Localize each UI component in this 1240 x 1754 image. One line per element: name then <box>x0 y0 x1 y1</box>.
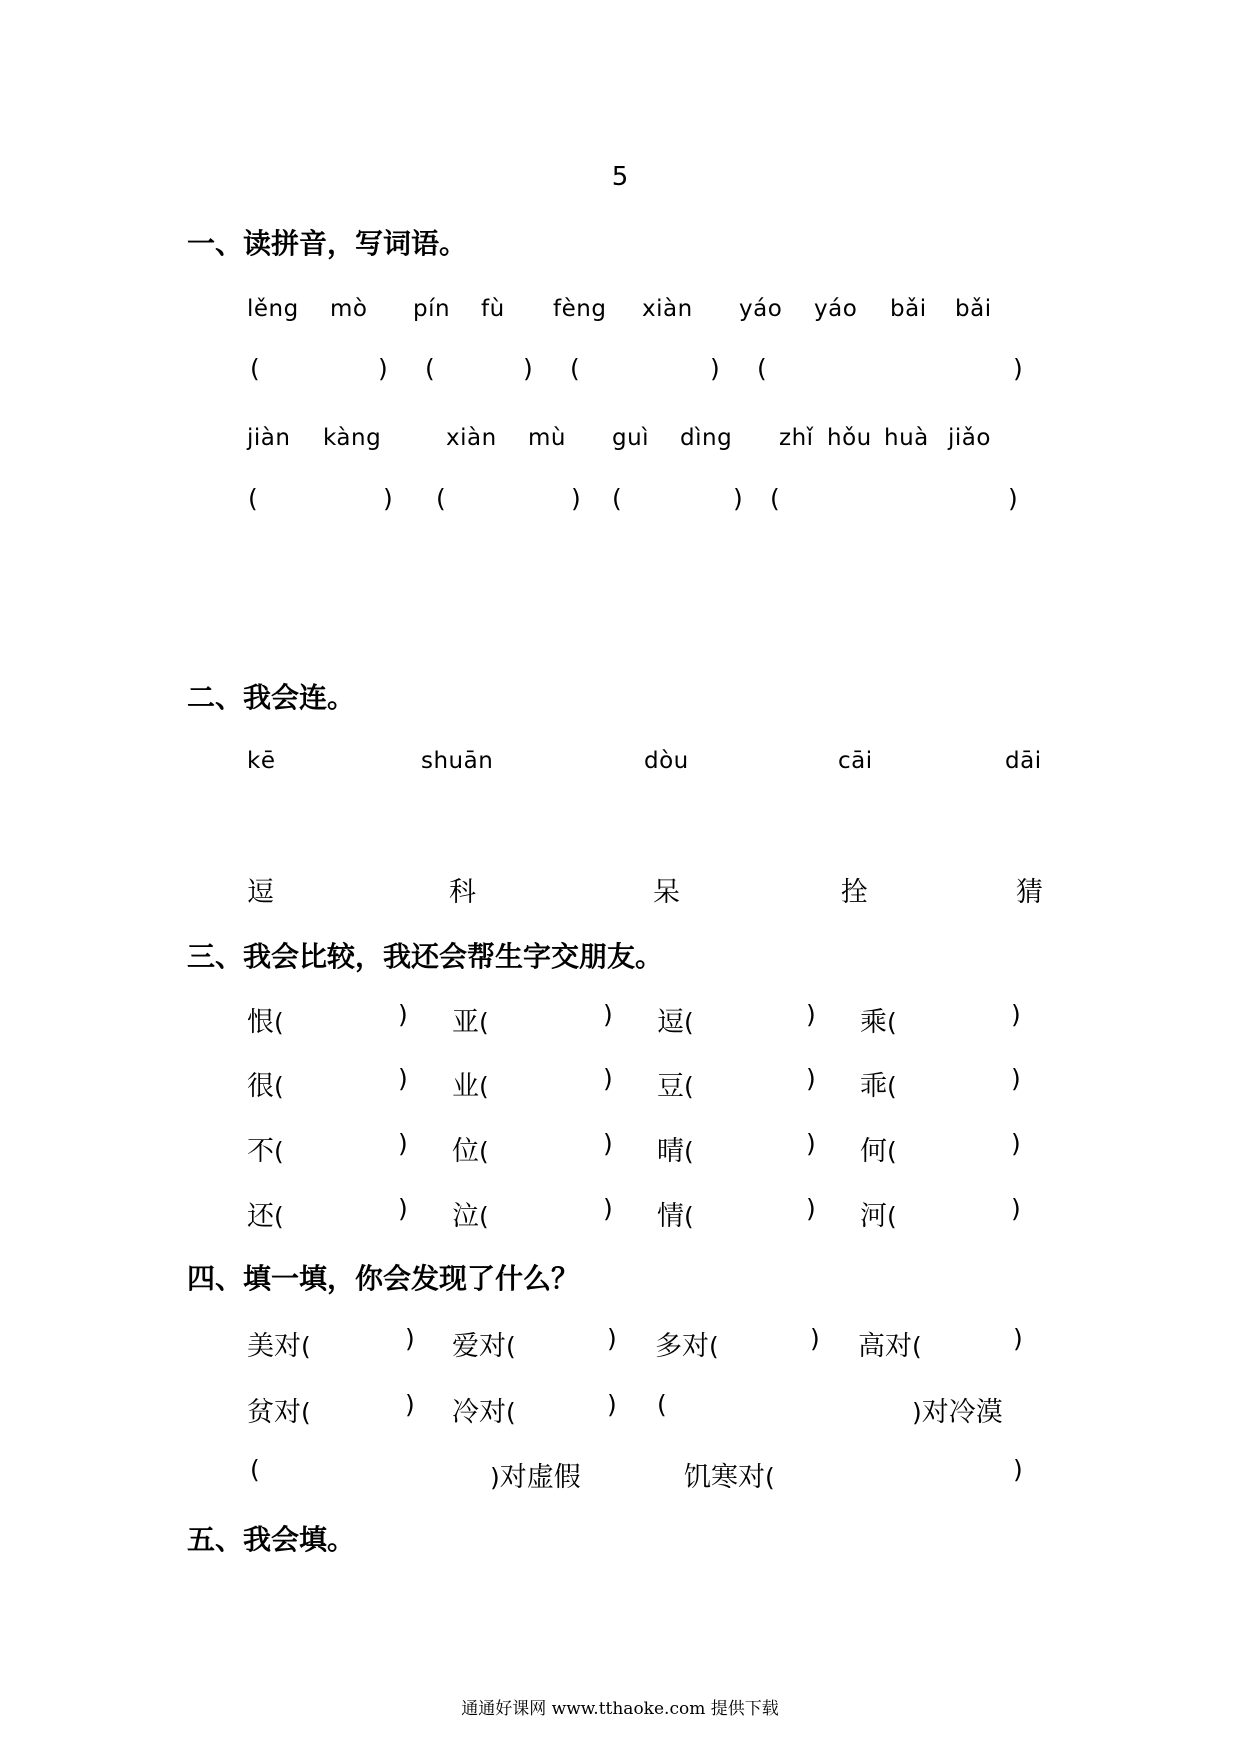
pinyin: dòu <box>644 748 689 774</box>
close-bracket: ) <box>1011 1129 1021 1158</box>
close-bracket: ) <box>607 1390 617 1419</box>
page-number: 5 <box>611 162 629 192</box>
open-bracket: ( <box>612 484 622 513</box>
pinyin: kē <box>247 748 276 774</box>
antonym-prompt: )对冷漠 <box>912 1397 1003 1428</box>
pinyin: kàng <box>323 425 382 451</box>
pinyin: shuān <box>421 748 494 774</box>
pinyin: mù <box>528 425 566 451</box>
antonym-prompt: 贫对( <box>247 1397 311 1428</box>
antonym-prompt: 爱对( <box>452 1331 516 1362</box>
close-bracket: ) <box>405 1324 415 1353</box>
hanzi: 何( <box>860 1136 897 1167</box>
close-bracket: ) <box>1011 1194 1021 1223</box>
pinyin: lěng <box>247 296 299 322</box>
close-bracket: ) <box>378 354 388 383</box>
close-bracket: ) <box>398 1194 408 1223</box>
close-bracket: ) <box>603 1064 613 1093</box>
pinyin: yáo <box>814 296 858 322</box>
close-bracket: ) <box>1013 1455 1023 1484</box>
close-bracket: ) <box>383 484 393 513</box>
open-bracket: ( <box>570 354 580 383</box>
pinyin: jiàn <box>247 425 291 451</box>
open-bracket: ( <box>757 354 767 383</box>
hanzi: 科 <box>449 877 476 908</box>
open-bracket: ( <box>248 484 258 513</box>
hanzi: 恨( <box>247 1007 284 1038</box>
section-1-title: 一、读拼音，写词语。 <box>187 227 468 260</box>
close-bracket: ) <box>603 1194 613 1223</box>
antonym-prompt: 冷对( <box>452 1397 516 1428</box>
pinyin: bǎi <box>890 296 927 322</box>
open-bracket: ( <box>657 1390 667 1419</box>
pinyin: pín <box>413 296 451 322</box>
antonym-prompt: 美对( <box>247 1331 311 1362</box>
hanzi: 乘( <box>860 1007 897 1038</box>
antonym-prompt: 多对( <box>655 1331 719 1362</box>
pinyin: hǒu <box>827 425 872 451</box>
pinyin: yáo <box>739 296 783 322</box>
open-bracket: ( <box>436 484 446 513</box>
hanzi: 逗( <box>657 1007 694 1038</box>
close-bracket: ) <box>1013 1324 1023 1353</box>
close-bracket: ) <box>806 1194 816 1223</box>
hanzi: 乖( <box>860 1071 897 1102</box>
pinyin: dìng <box>680 425 733 451</box>
pinyin: dāi <box>1005 748 1042 774</box>
pinyin: guì <box>612 425 650 451</box>
close-bracket: ) <box>405 1390 415 1419</box>
section-5-title: 五、我会填。 <box>187 1523 356 1556</box>
hanzi: 还( <box>247 1201 284 1232</box>
antonym-prompt: )对虚假 <box>490 1462 581 1493</box>
pinyin: fèng <box>553 296 607 322</box>
hanzi: 晴( <box>657 1136 694 1167</box>
hanzi: 拴 <box>841 877 868 908</box>
hanzi: 豆( <box>657 1071 694 1102</box>
close-bracket: ) <box>603 1129 613 1158</box>
section-2-title: 二、我会连。 <box>187 681 356 714</box>
close-bracket: ) <box>806 1064 816 1093</box>
close-bracket: ) <box>398 1000 408 1029</box>
close-bracket: ) <box>806 1129 816 1158</box>
open-bracket: ( <box>250 354 260 383</box>
hanzi: 逗 <box>247 877 274 908</box>
open-bracket: ( <box>250 1455 260 1484</box>
close-bracket: ) <box>398 1129 408 1158</box>
section-3-title: 三、我会比较，我还会帮生字交朋友。 <box>187 940 664 973</box>
pinyin: xiàn <box>446 425 497 451</box>
close-bracket: ) <box>733 484 743 513</box>
open-bracket: ( <box>770 484 780 513</box>
pinyin: zhǐ <box>779 425 814 451</box>
hanzi: 猜 <box>1016 877 1043 908</box>
close-bracket: ) <box>806 1000 816 1029</box>
close-bracket: ) <box>607 1324 617 1353</box>
hanzi: 情( <box>657 1201 694 1232</box>
close-bracket: ) <box>1011 1064 1021 1093</box>
hanzi: 很( <box>247 1071 284 1102</box>
section-4-title: 四、填一填，你会发现了什么？ <box>187 1262 580 1295</box>
close-bracket: ) <box>603 1000 613 1029</box>
hanzi: 业( <box>452 1071 489 1102</box>
pinyin: xiàn <box>642 296 693 322</box>
pinyin: mò <box>330 296 368 322</box>
hanzi: 河( <box>860 1201 897 1232</box>
close-bracket: ) <box>710 354 720 383</box>
open-bracket: ( <box>425 354 435 383</box>
pinyin: fù <box>481 296 505 322</box>
antonym-prompt: 饥寒对( <box>684 1462 775 1493</box>
pinyin: bǎi <box>955 296 992 322</box>
pinyin: huà <box>884 425 929 451</box>
hanzi: 位( <box>452 1136 489 1167</box>
pinyin: cāi <box>838 748 873 774</box>
hanzi: 不( <box>247 1136 284 1167</box>
close-bracket: ) <box>1011 1000 1021 1029</box>
antonym-prompt: 高对( <box>858 1331 922 1362</box>
pinyin: jiǎo <box>948 425 991 451</box>
hanzi: 泣( <box>452 1201 489 1232</box>
footer-credit: 通通好课网 www.tthaoke.com 提供下载 <box>461 1699 779 1719</box>
hanzi: 亚( <box>452 1007 489 1038</box>
close-bracket: ) <box>523 354 533 383</box>
close-bracket: ) <box>1013 354 1023 383</box>
close-bracket: ) <box>571 484 581 513</box>
close-bracket: ) <box>398 1064 408 1093</box>
hanzi: 呆 <box>653 877 680 908</box>
close-bracket: ) <box>1008 484 1018 513</box>
close-bracket: ) <box>810 1324 820 1353</box>
